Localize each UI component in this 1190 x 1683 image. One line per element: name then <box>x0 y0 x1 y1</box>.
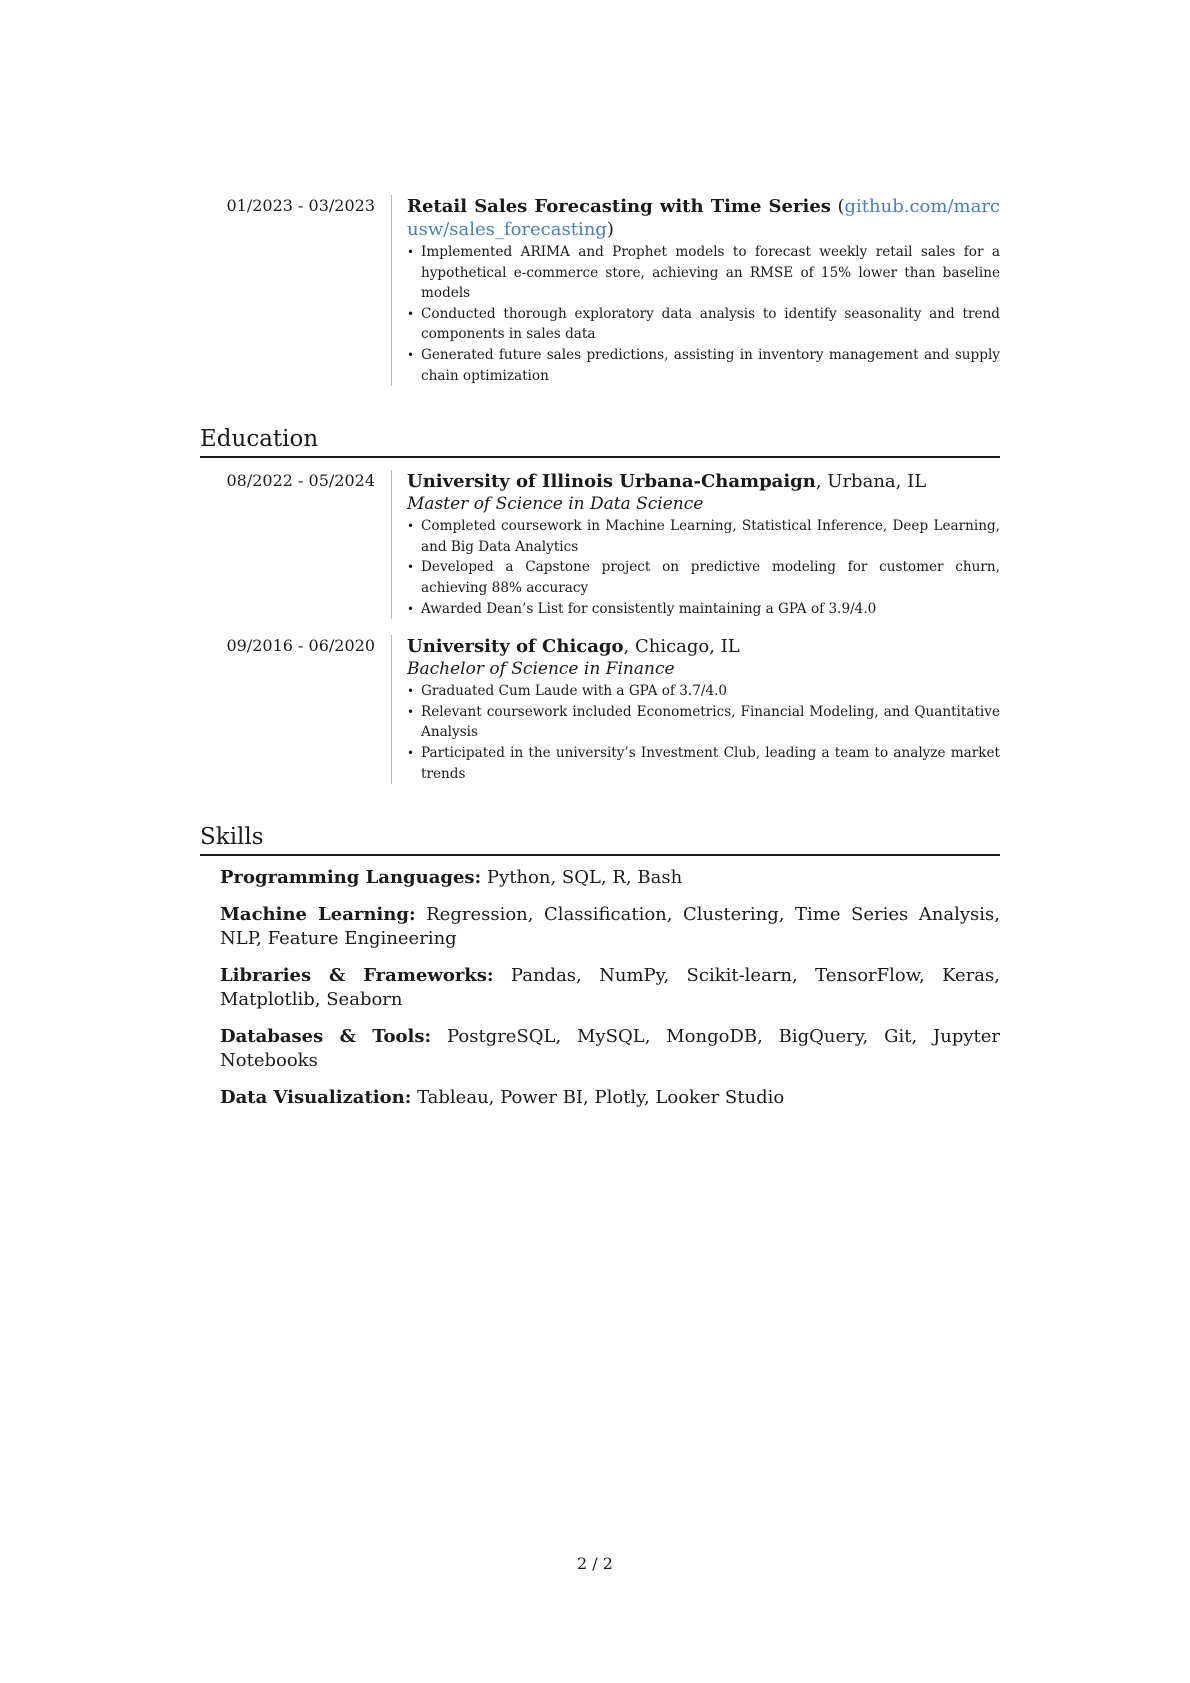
project-title-line <box>407 195 1000 241</box>
skill-label: Programming Languages: <box>220 867 482 889</box>
skill-value: PostgreSQL, MySQL, MongoDB, BigQuery, Git, Jupyter Notebooks <box>220 1026 1000 1072</box>
education-title-line <box>407 635 1000 658</box>
project-link-close: ) <box>606 219 614 240</box>
education-entry <box>200 470 1000 619</box>
project-github-link[interactable]: github.com/marcusw/sales_forecasting <box>407 196 1001 240</box>
skills-list <box>200 866 1000 1110</box>
project-bullet-list <box>407 242 1000 386</box>
skill-value: Tableau, Power BI, Plotly, Looker Studio <box>411 1087 785 1109</box>
project-title: Retail Sales Forecasting with Time Series <box>407 196 831 217</box>
education-location: , Urbana, IL <box>815 471 927 493</box>
skill-value: Pandas, NumPy, Scikit-learn, TensorFlow, Keras, Matplotlib, Seaborn <box>220 965 1000 1011</box>
education-date: 09/2016 - 06/2020 <box>226 636 375 656</box>
education-date: 08/2022 - 05/2024 <box>226 471 375 491</box>
education-heading: Education <box>200 425 1000 458</box>
project-bullet: • Implemented ARIMA and Prophet models to forecast weekly retail sales for a hypothetical e-commerce store, achieving an RMSE of 15% lower than baseline models <box>407 242 1000 304</box>
project-bullet: • Generated future sales predictions, assisting in inventory management and supply chain optimization <box>407 345 1000 386</box>
skill-line <box>220 964 1000 1012</box>
skill-line <box>220 1086 1000 1110</box>
education-degree: Master of Science in Data Science <box>407 494 704 515</box>
project-bullet: • Conducted thorough exploratory data analysis to identify seasonality and trend components in sales data <box>407 304 1000 345</box>
skill-line <box>220 1025 1000 1073</box>
education-bullet: • Awarded Dean’s List for consistently maintaining a GPA of 3.9/4.0 <box>407 599 1000 620</box>
education-institution: University of Chicago <box>407 636 624 658</box>
education-location: , Chicago, IL <box>623 636 740 658</box>
skill-line <box>220 866 1000 890</box>
education-body <box>391 635 1000 784</box>
project-date: 01/2023 - 03/2023 <box>226 196 375 215</box>
skill-label: Databases & Tools: <box>220 1026 432 1048</box>
education-bullet: • Developed a Capstone project on predictive modeling for customer churn, achieving 88% accuracy <box>407 557 1000 598</box>
project-link-open: ( <box>830 196 845 217</box>
skill-line <box>220 903 1000 951</box>
education-bullet-list <box>407 681 1000 784</box>
education-body <box>391 470 1000 619</box>
education-title-line <box>407 470 1000 493</box>
page-number: 2 / 2 <box>577 1554 613 1573</box>
education-bullet: • Relevant coursework included Econometrics, Financial Modeling, and Quantitative Analysis <box>407 702 1000 743</box>
skill-label: Data Visualization: <box>220 1087 412 1109</box>
resume-page <box>200 195 1000 1123</box>
education-bullet: • Completed coursework in Machine Learning, Statistical Inference, Deep Learning, and Big Data Analytics <box>407 516 1000 557</box>
education-bullet: • Graduated Cum Laude with a GPA of 3.7/4.0 <box>407 681 1000 702</box>
project-entry <box>200 195 1000 386</box>
skills-heading: Skills <box>200 823 1000 856</box>
education-bullet: • Participated in the university’s Investment Club, leading a team to analyze market trends <box>407 743 1000 784</box>
skill-value: Regression, Classification, Clustering, Time Series Analysis, NLP, Feature Engineering <box>220 904 1000 950</box>
project-body <box>391 195 1000 386</box>
skill-label: Libraries & Frameworks: <box>220 965 494 987</box>
skill-value: Python, SQL, R, Bash <box>481 867 683 889</box>
skill-label: Machine Learning: <box>220 904 416 926</box>
education-bullet-list <box>407 516 1000 619</box>
education-entry <box>200 635 1000 784</box>
education-degree: Bachelor of Science in Finance <box>407 659 675 680</box>
education-institution: University of Illinois Urbana-Champaign <box>407 471 816 493</box>
